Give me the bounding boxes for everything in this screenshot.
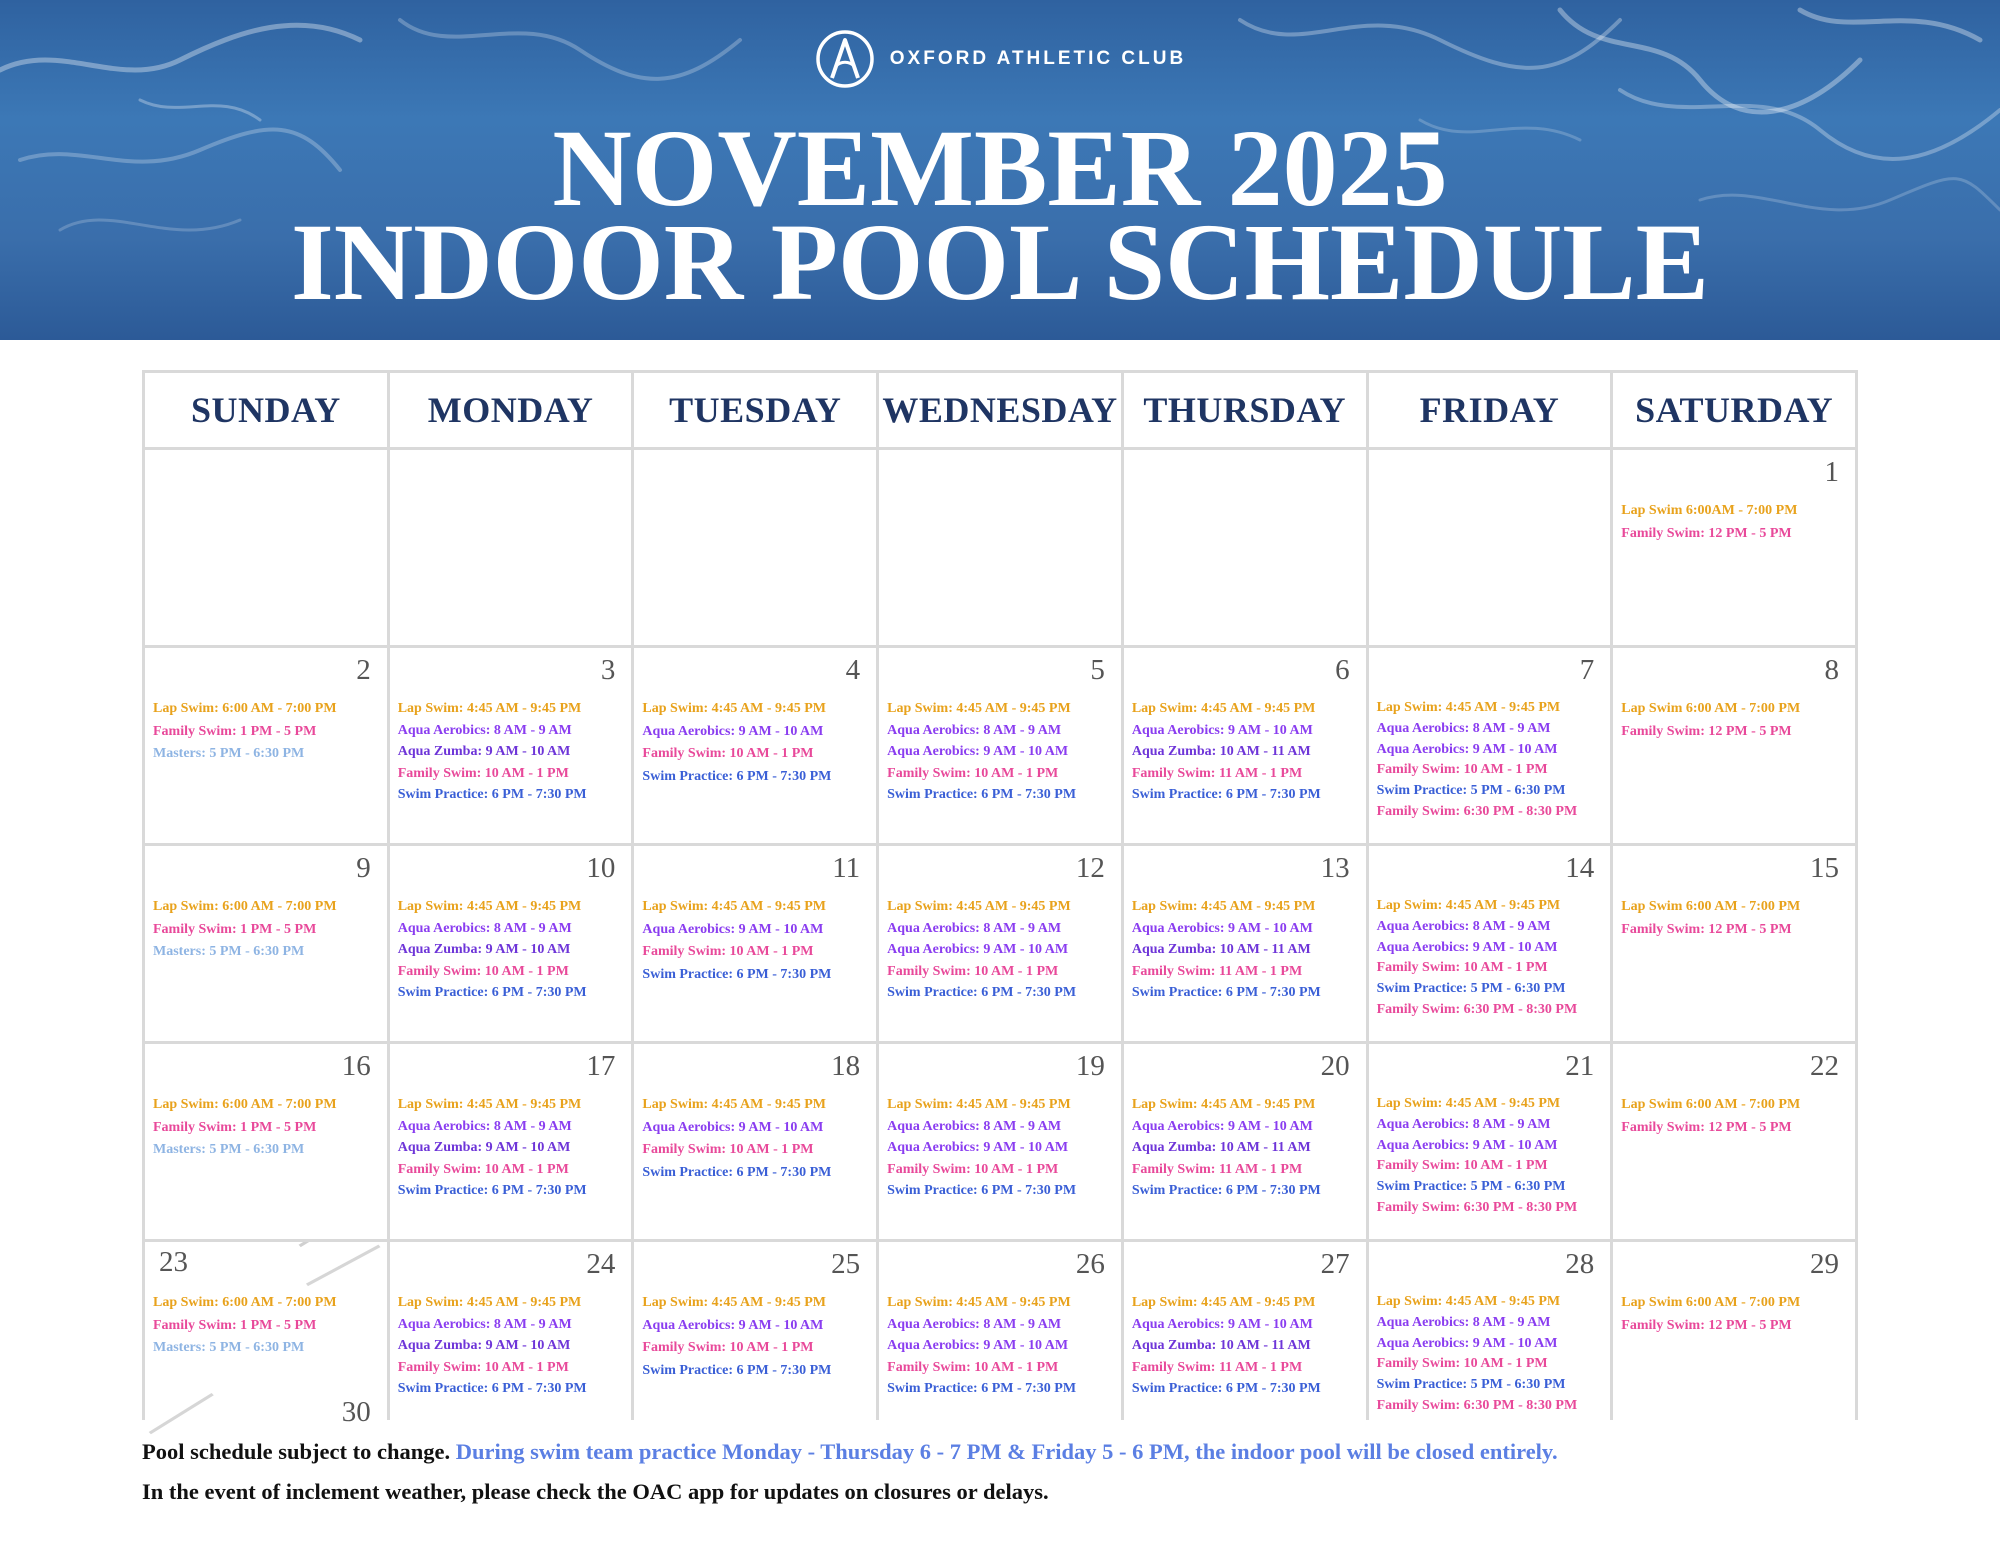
- day-cell-empty: [1369, 450, 1611, 645]
- event-list: [153, 698, 383, 766]
- event-list: [398, 896, 628, 1004]
- event-family: Family Swim: 6:30 PM - 8:30 PM: [1376, 803, 1578, 819]
- event-zumba: Aqua Zumba: 10 AM - 11 AM: [1131, 1338, 1311, 1353]
- event-aerobics: Aqua Aerobics: 8 AM - 9 AM: [887, 920, 1062, 936]
- event-aerobics: Aqua Aerobics: 9 AM - 10 AM: [1131, 920, 1313, 936]
- event-family: Family Swim: 12 PM - 5 PM: [1621, 921, 1792, 937]
- event-lap: Lap Swim: 6:00 AM - 7:00 PM: [153, 701, 337, 716]
- event-masters: Masters: 5 PM - 6:30 PM: [153, 944, 305, 959]
- day-number: 6: [1335, 654, 1350, 686]
- event-family: Family Swim: 11 AM - 1 PM: [1131, 1161, 1303, 1177]
- event-family: Family Swim: 12 PM - 5 PM: [1621, 525, 1792, 541]
- event-list: [1132, 1292, 1362, 1400]
- event-aerobics: Aqua Aerobics: 9 AM - 10 AM: [1376, 1137, 1558, 1153]
- event-aerobics: Aqua Aerobics: 8 AM - 9 AM: [887, 1316, 1062, 1332]
- day-cell-10: [390, 846, 632, 1041]
- event-aerobics: Aqua Aerobics: 9 AM - 10 AM: [1376, 1335, 1558, 1351]
- event-practice: Swim Practice: 6 PM - 7:30 PM: [1131, 1381, 1321, 1396]
- event-family: Family Swim: 11 AM - 1 PM: [1131, 765, 1303, 781]
- day-header-saturday: SATURDAY: [1613, 373, 1855, 447]
- event-aerobics: Aqua Aerobics: 8 AM - 9 AM: [397, 1118, 572, 1134]
- day-number: 27: [1320, 1248, 1350, 1280]
- event-practice: Swim Practice: 6 PM - 7:30 PM: [397, 985, 587, 1000]
- event-list: [1621, 1094, 1851, 1139]
- event-masters: Masters: 5 PM - 6:30 PM: [153, 1142, 305, 1157]
- day-cell-18: [634, 1044, 876, 1239]
- event-list: [887, 1094, 1117, 1202]
- event-list: [1377, 896, 1607, 1021]
- day-cell-26: [879, 1242, 1121, 1437]
- day-number: 1: [1824, 456, 1839, 488]
- event-practice: Swim Practice: 6 PM - 7:30 PM: [887, 985, 1077, 1000]
- club-logo-lockup: [0, 28, 2000, 90]
- event-practice: Swim Practice: 6 PM - 7:30 PM: [887, 1381, 1077, 1396]
- day-number: 23: [159, 1246, 188, 1278]
- event-aerobics: Aqua Aerobics: 9 AM - 10 AM: [1131, 1316, 1313, 1332]
- event-practice: Swim Practice: 5 PM - 6:30 PM: [1376, 1179, 1566, 1195]
- event-family: Family Swim: 10 AM - 1 PM: [397, 1161, 569, 1177]
- event-aerobics: Aqua Aerobics: 8 AM - 9 AM: [397, 920, 572, 936]
- event-list: [398, 1094, 628, 1202]
- event-lap: Lap Swim: 4:45 AM - 9:45 PM: [1131, 701, 1316, 716]
- day-cell-25: [634, 1242, 876, 1437]
- event-aerobics: Aqua Aerobics: 8 AM - 9 AM: [1376, 720, 1551, 736]
- day-number: 15: [1809, 852, 1839, 884]
- event-list: [642, 698, 872, 788]
- event-family: Family Swim: 12 PM - 5 PM: [1621, 1119, 1792, 1135]
- event-practice: Swim Practice: 5 PM - 6:30 PM: [1376, 981, 1566, 997]
- event-family: Family Swim: 10 AM - 1 PM: [1376, 1158, 1548, 1174]
- event-zumba: Aqua Zumba: 10 AM - 11 AM: [1131, 942, 1311, 957]
- event-lap: Lap Swim: 4:45 AM - 9:45 PM: [887, 899, 1071, 914]
- event-aerobics: Aqua Aerobics: 8 AM - 9 AM: [1376, 1116, 1551, 1132]
- event-lap: Lap Swim: 4:45 AM - 9:45 PM: [887, 1295, 1071, 1310]
- day-cell-2: [145, 648, 387, 843]
- event-lap: Lap Swim: 4:45 AM - 9:45 PM: [1131, 899, 1316, 914]
- event-family: Family Swim: 10 AM - 1 PM: [887, 963, 1059, 979]
- day-header-friday: FRIDAY: [1369, 373, 1611, 447]
- title-month: NOVEMBER 2025: [552, 107, 1448, 229]
- footer-notes: [142, 1432, 1902, 1512]
- event-family: Family Swim: 10 AM - 1 PM: [642, 746, 814, 761]
- event-aerobics: Aqua Aerobics: 8 AM - 9 AM: [397, 1316, 572, 1332]
- event-lap: Lap Swim: 4:45 AM - 9:45 PM: [1131, 1097, 1316, 1112]
- event-list: [887, 1292, 1117, 1400]
- event-practice: Swim Practice: 6 PM - 7:30 PM: [1131, 787, 1321, 802]
- day-cell-empty: [390, 450, 632, 645]
- day-number: 21: [1565, 1050, 1595, 1082]
- day-number: 19: [1075, 1050, 1105, 1082]
- day-header-sunday: SUNDAY: [145, 373, 387, 447]
- calendar-grid: [142, 370, 1858, 1428]
- event-aerobics: Aqua Aerobics: 8 AM - 9 AM: [397, 722, 572, 738]
- day-header-tuesday: TUESDAY: [634, 373, 876, 447]
- day-cell-13: [1124, 846, 1366, 1041]
- event-lap: Lap Swim: 4:45 AM - 9:45 PM: [887, 701, 1071, 716]
- event-family: Family Swim: 1 PM - 5 PM: [153, 1317, 317, 1333]
- event-list: [153, 1094, 383, 1162]
- day-cell-20: [1124, 1044, 1366, 1239]
- day-number: 5: [1090, 654, 1105, 686]
- event-practice: Swim Practice: 6 PM - 7:30 PM: [887, 1183, 1077, 1198]
- event-aerobics: Aqua Aerobics: 8 AM - 9 AM: [887, 1118, 1062, 1134]
- event-lap: Lap Swim: 4:45 AM - 9:45 PM: [642, 701, 826, 716]
- day-cell-1: [1613, 450, 1855, 645]
- title-schedule: INDOOR POOL SCHEDULE: [290, 201, 1710, 323]
- event-family: Family Swim: 10 AM - 1 PM: [887, 765, 1059, 781]
- event-practice: Swim Practice: 6 PM - 7:30 PM: [397, 1183, 587, 1198]
- day-number: 29: [1809, 1248, 1839, 1280]
- event-list: [642, 1292, 872, 1382]
- day-number: 12: [1075, 852, 1105, 884]
- event-family: Family Swim: 10 AM - 1 PM: [887, 1359, 1059, 1375]
- event-practice: Swim Practice: 6 PM - 7:30 PM: [1131, 985, 1321, 1000]
- day-cell-empty: [1124, 450, 1366, 645]
- day-cell-14: [1369, 846, 1611, 1041]
- event-aerobics: Aqua Aerobics: 9 AM - 10 AM: [887, 1338, 1069, 1353]
- event-lap: Lap Swim: 4:45 AM - 9:45 PM: [397, 1295, 582, 1310]
- event-masters: Masters: 5 PM - 6:30 PM: [153, 746, 305, 761]
- event-list: [887, 698, 1117, 806]
- day-number: 11: [832, 852, 861, 884]
- event-family: Family Swim: 10 AM - 1 PM: [1376, 1356, 1548, 1372]
- event-list: [153, 896, 383, 964]
- event-aerobics: Aqua Aerobics: 9 AM - 10 AM: [642, 1119, 824, 1135]
- event-family: Family Swim: 10 AM - 1 PM: [1376, 762, 1548, 778]
- day-number: 16: [341, 1050, 371, 1082]
- event-family: Family Swim: 11 AM - 1 PM: [1131, 963, 1303, 979]
- event-practice: Swim Practice: 6 PM - 7:30 PM: [642, 1362, 832, 1378]
- event-zumba: Aqua Zumba: 9 AM - 10 AM: [397, 1338, 571, 1353]
- event-aerobics: Aqua Aerobics: 9 AM - 10 AM: [887, 942, 1069, 957]
- event-lap: Lap Swim: 4:45 AM - 9:45 PM: [1376, 1294, 1561, 1309]
- event-family: Family Swim: 6:30 PM - 8:30 PM: [1376, 1397, 1578, 1413]
- day-cell-6: [1124, 648, 1366, 843]
- event-family: Family Swim: 10 AM - 1 PM: [642, 1340, 814, 1355]
- day-cell-7: [1369, 648, 1611, 843]
- day-cell-23: [145, 1242, 387, 1437]
- club-name: OXFORD ATHLETIC CLUB: [889, 48, 1187, 69]
- event-lap: Lap Swim 6:00 AM - 7:00 PM: [1621, 701, 1801, 716]
- event-list: [153, 1292, 383, 1360]
- event-lap: Lap Swim: 4:45 AM - 9:45 PM: [642, 1097, 826, 1112]
- event-family: Family Swim: 12 PM - 5 PM: [1621, 1317, 1792, 1333]
- event-aerobics: Aqua Aerobics: 8 AM - 9 AM: [887, 722, 1062, 738]
- event-list: [1377, 698, 1607, 823]
- day-cell-16: [145, 1044, 387, 1239]
- event-list: [1621, 698, 1851, 743]
- event-lap: Lap Swim 6:00AM - 7:00 PM: [1621, 503, 1798, 518]
- event-family: Family Swim: 10 AM - 1 PM: [887, 1161, 1059, 1177]
- header-banner: [0, 0, 2000, 340]
- day-header-thursday: THURSDAY: [1124, 373, 1366, 447]
- day-cell-29: [1613, 1242, 1855, 1437]
- day-cell-19: [879, 1044, 1121, 1239]
- event-aerobics: Aqua Aerobics: 9 AM - 10 AM: [1131, 722, 1313, 738]
- event-list: [1132, 698, 1362, 806]
- event-aerobics: Aqua Aerobics: 9 AM - 10 AM: [1376, 939, 1558, 955]
- event-lap: Lap Swim: 4:45 AM - 9:45 PM: [642, 1295, 826, 1310]
- event-lap: Lap Swim 6:00 AM - 7:00 PM: [1621, 899, 1801, 914]
- event-family: Family Swim: 1 PM - 5 PM: [153, 1119, 317, 1135]
- day-number: 10: [586, 852, 616, 884]
- event-practice: Swim Practice: 5 PM - 6:30 PM: [1376, 783, 1566, 799]
- event-lap: Lap Swim 6:00 AM - 7:00 PM: [1621, 1097, 1801, 1112]
- event-lap: Lap Swim: 4:45 AM - 9:45 PM: [1376, 898, 1561, 913]
- day-cell-12: [879, 846, 1121, 1041]
- event-family: Family Swim: 6:30 PM - 8:30 PM: [1376, 1199, 1578, 1215]
- event-zumba: Aqua Zumba: 9 AM - 10 AM: [397, 1140, 571, 1155]
- day-cell-8: [1613, 648, 1855, 843]
- event-lap: Lap Swim: 4:45 AM - 9:45 PM: [642, 899, 826, 914]
- day-cell-22: [1613, 1044, 1855, 1239]
- event-list: [398, 1292, 628, 1400]
- event-lap: Lap Swim: 4:45 AM - 9:45 PM: [1376, 700, 1561, 715]
- event-aerobics: Aqua Aerobics: 9 AM - 10 AM: [1131, 1118, 1313, 1134]
- day-number: 28: [1565, 1248, 1595, 1280]
- day-header-monday: MONDAY: [390, 373, 632, 447]
- day-cell-3: [390, 648, 632, 843]
- event-aerobics: Aqua Aerobics: 9 AM - 10 AM: [887, 1140, 1069, 1155]
- day-cell-empty: [145, 450, 387, 645]
- day-number: 26: [1075, 1248, 1105, 1280]
- event-lap: Lap Swim: 4:45 AM - 9:45 PM: [1131, 1295, 1316, 1310]
- event-lap: Lap Swim 6:00 AM - 7:00 PM: [1621, 1295, 1801, 1310]
- event-zumba: Aqua Zumba: 10 AM - 11 AM: [1131, 744, 1311, 759]
- event-list: [642, 1094, 872, 1184]
- day-number: 3: [600, 654, 616, 686]
- day-cell-4: [634, 648, 876, 843]
- event-family: Family Swim: 10 AM - 1 PM: [1376, 960, 1548, 976]
- footer-weather-notice: In the event of inclement weather, please check the OAC app for updates on closures or delays.: [142, 1479, 1049, 1504]
- day-cell-17: [390, 1044, 632, 1239]
- day-cell-21: [1369, 1044, 1611, 1239]
- event-list: [1132, 1094, 1362, 1202]
- event-family: Family Swim: 11 AM - 1 PM: [1131, 1359, 1303, 1375]
- day-number: 17: [586, 1050, 616, 1082]
- event-zumba: Aqua Zumba: 9 AM - 10 AM: [397, 942, 571, 957]
- footer-closure-notice: During swim team practice Monday - Thursday 6 - 7 PM & Friday 5 - 6 PM, the indoor pool will be closed entirely.: [455, 1439, 1558, 1464]
- day-header-wednesday: WEDNESDAY: [879, 373, 1121, 447]
- day-number: 25: [831, 1248, 861, 1280]
- event-aerobics: Aqua Aerobics: 9 AM - 10 AM: [887, 744, 1069, 759]
- event-family: Family Swim: 10 AM - 1 PM: [642, 944, 814, 959]
- event-list: [1621, 896, 1851, 941]
- day-number: 24: [586, 1248, 616, 1280]
- event-practice: Swim Practice: 6 PM - 7:30 PM: [1131, 1183, 1321, 1198]
- event-lap: Lap Swim: 4:45 AM - 9:45 PM: [397, 1097, 582, 1112]
- day-number: 18: [831, 1050, 861, 1082]
- event-aerobics: Aqua Aerobics: 9 AM - 10 AM: [642, 1317, 824, 1333]
- event-practice: Swim Practice: 6 PM - 7:30 PM: [397, 1381, 587, 1396]
- day-cell-27: [1124, 1242, 1366, 1437]
- day-number: 8: [1824, 654, 1839, 686]
- event-family: Family Swim: 10 AM - 1 PM: [397, 963, 569, 979]
- event-list: [887, 896, 1117, 1004]
- event-list: [642, 896, 872, 986]
- day-cell-15: [1613, 846, 1855, 1041]
- day-number: 7: [1579, 654, 1595, 686]
- event-practice: Swim Practice: 6 PM - 7:30 PM: [642, 768, 832, 784]
- day-number-secondary: 30: [341, 1396, 371, 1428]
- event-list: [1377, 1094, 1607, 1219]
- day-cell-empty: [879, 450, 1121, 645]
- day-number: 13: [1320, 852, 1350, 884]
- day-cell-empty: [634, 450, 876, 645]
- day-cell-5: [879, 648, 1121, 843]
- event-aerobics: Aqua Aerobics: 8 AM - 9 AM: [1376, 918, 1551, 934]
- event-list: [1377, 1292, 1607, 1417]
- event-masters: Masters: 5 PM - 6:30 PM: [153, 1340, 305, 1355]
- event-zumba: Aqua Zumba: 9 AM - 10 AM: [397, 744, 571, 759]
- event-family: Family Swim: 6:30 PM - 8:30 PM: [1376, 1001, 1578, 1017]
- event-family: Family Swim: 10 AM - 1 PM: [642, 1142, 814, 1157]
- event-lap: Lap Swim: 6:00 AM - 7:00 PM: [153, 899, 337, 914]
- event-lap: Lap Swim: 4:45 AM - 9:45 PM: [397, 899, 582, 914]
- day-cell-24: [390, 1242, 632, 1437]
- day-cell-28: [1369, 1242, 1611, 1437]
- event-lap: Lap Swim: 6:00 AM - 7:00 PM: [153, 1097, 337, 1112]
- event-practice: Swim Practice: 5 PM - 6:30 PM: [1376, 1377, 1566, 1393]
- event-lap: Lap Swim: 4:45 AM - 9:45 PM: [1376, 1096, 1561, 1111]
- event-list: [398, 698, 628, 806]
- event-lap: Lap Swim: 6:00 AM - 7:00 PM: [153, 1295, 337, 1310]
- event-aerobics: Aqua Aerobics: 9 AM - 10 AM: [642, 921, 824, 937]
- event-practice: Swim Practice: 6 PM - 7:30 PM: [642, 1164, 832, 1180]
- day-cell-11: [634, 846, 876, 1041]
- day-number: 2: [356, 654, 371, 686]
- event-practice: Swim Practice: 6 PM - 7:30 PM: [642, 966, 832, 982]
- event-aerobics: Aqua Aerobics: 8 AM - 9 AM: [1376, 1314, 1551, 1330]
- event-family: Family Swim: 10 AM - 1 PM: [397, 1359, 569, 1375]
- event-family: Family Swim: 12 PM - 5 PM: [1621, 723, 1792, 739]
- day-number: 22: [1809, 1050, 1839, 1082]
- event-practice: Swim Practice: 6 PM - 7:30 PM: [397, 787, 587, 802]
- day-number: 14: [1565, 852, 1595, 884]
- event-practice: Swim Practice: 6 PM - 7:30 PM: [887, 787, 1077, 802]
- day-number: 20: [1320, 1050, 1350, 1082]
- event-aerobics: Aqua Aerobics: 9 AM - 10 AM: [642, 723, 824, 739]
- event-list: [1132, 896, 1362, 1004]
- event-aerobics: Aqua Aerobics: 9 AM - 10 AM: [1376, 741, 1558, 757]
- event-family: Family Swim: 1 PM - 5 PM: [153, 723, 317, 739]
- event-family: Family Swim: 1 PM - 5 PM: [153, 921, 317, 937]
- footer-change-notice: Pool schedule subject to change.: [142, 1439, 451, 1464]
- club-logo-icon: [814, 28, 876, 90]
- footer-line-1: [142, 1432, 1902, 1472]
- event-zumba: Aqua Zumba: 10 AM - 11 AM: [1131, 1140, 1311, 1155]
- event-list: [1621, 500, 1851, 545]
- event-family: Family Swim: 10 AM - 1 PM: [397, 765, 569, 781]
- event-lap: Lap Swim: 4:45 AM - 9:45 PM: [397, 701, 582, 716]
- event-lap: Lap Swim: 4:45 AM - 9:45 PM: [887, 1097, 1071, 1112]
- day-number: 9: [356, 852, 371, 884]
- event-list: [1621, 1292, 1851, 1337]
- day-cell-9: [145, 846, 387, 1041]
- day-number: 4: [845, 654, 861, 686]
